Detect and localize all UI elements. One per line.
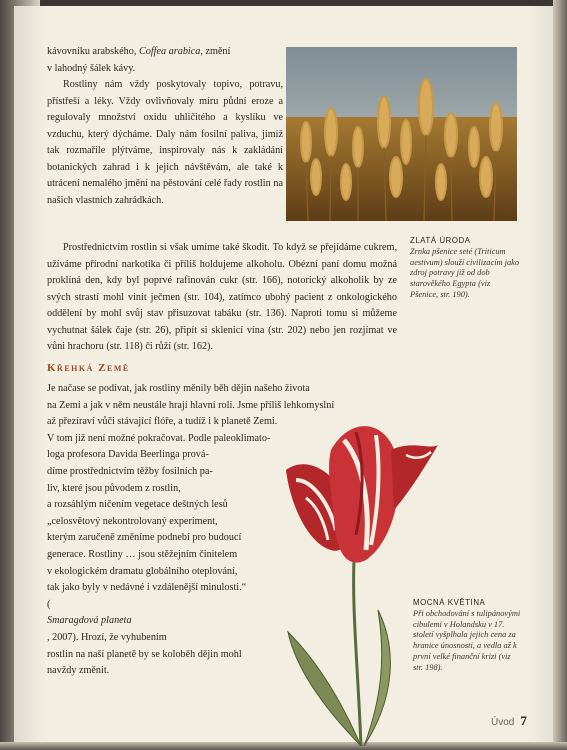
section-line-8: a rozsáhlým ničením vegetace deštných lesů	[47, 499, 228, 511]
section-line-7: liv, které jsou původem z rostlin,	[47, 482, 181, 494]
page-number: 7	[520, 713, 527, 728]
footer-section-label: Úvod	[491, 717, 515, 728]
tulip-illustration	[266, 410, 446, 746]
section-line-5: loga profesora Davida Beerlinga prová-	[47, 449, 209, 461]
section-line-9: „celosvětový nekontrolovaný experiment,	[47, 515, 218, 527]
section-line-6: díme prostřednictvím těžby fosilních pa-	[47, 465, 213, 477]
caption-tulip-title: MOCNÁ KVĚTINA	[413, 598, 486, 607]
section-line-4: V tom již není možné pokračovat. Podle paleoklimato-	[47, 432, 271, 444]
opening-line-2: v lahodný šálek kávy.	[47, 62, 136, 74]
section-line-last-2: navždy změnit.	[47, 665, 110, 677]
section-heading: Křehká Země	[47, 362, 130, 374]
caption-wheat-title: ZLATÁ ÚRODA	[410, 236, 471, 245]
section-line-1: Je načase se podívat, jak rostliny měnily běh dějin našeho života	[47, 383, 310, 394]
opening-line: kávovníku arabského, Coffea arabica, změní	[47, 46, 231, 57]
section-line-13: tak jako byly v nedávné i vzdálenější minulosti.“	[47, 582, 247, 594]
caption-wheat	[410, 236, 520, 301]
section-line-last-1: rostlin na naší planetě by se koloběh dějin mohl	[47, 648, 242, 660]
paragraph-harm: Prostřednictvím rostlin si však umíme také škodit. To když se přejídáme cukrem, užíváme přírodní narkotika či příliš holdujeme alkoholu. Obézní paní domu možná proklíná den, kdy byl poprvé rafinován cukr (str. 166), notorický alkoholik by ze svých strastí mohl vinit ječmen (str. 104), zatímco ubohý pacient z onkologického oddělení by mohl svůj stav přisuzovat tabáku (str. 136). Naproti tomu si můžeme vychutnat šálek čaje (str. 26), připít si sklenicí vína (str. 202) nebo jen rozjímat ve vůni hrachoru (str. 118) či růží (str. 162).	[47, 242, 397, 352]
middle-paragraph-block	[47, 240, 397, 356]
page-edge	[553, 0, 567, 750]
caption-tulip-text: Při obchodování s tulipánovými cibulemi v Holandsku v 17. století vyšplhala jejich cena za hranice únosnosti, a vedla až k první velké finanční krizi (viz str. 198).	[413, 608, 521, 672]
page-footer	[491, 713, 527, 729]
tulip-icon	[266, 410, 446, 746]
top-paragraphs	[47, 44, 283, 209]
section-line-12: v ekologickém dramatu globálního oteplování,	[47, 565, 238, 577]
wheat-field-image	[286, 47, 517, 221]
wheat-photo	[286, 47, 517, 221]
caption-tulip	[413, 598, 521, 674]
section-citation-line: ( Smaragdová planeta , 2007). Hrozí, že vyhubením	[47, 598, 167, 643]
section-line-2: na Zemi a jak v něm neustále hrají hlavní roli. Jsme příliš lehkomyslní	[47, 399, 335, 411]
section-line-10: kterým zaručeně změníme podnebí pro budoucí	[47, 532, 242, 544]
caption-wheat-text: Zrnka pšenice seté (Triticum aestivum) slouží civilizacím jako zdroj potravy již od dob starověkého Egypta (viz Pšenice, str. 190).	[410, 246, 520, 299]
paragraph-plants: Rostliny nám vždy poskytovaly topivo, potravu, přístřeší a léky. Vždy ovlivňovaly míru půdní eroze a regulovaly množství oxidu uhličitého a kyslíku ve vzduchu, který dýcháme. Daly nám fosilní paliva, jimiž tak rozmařile plýtváme, inspirovaly nás k zakládání botanických zahrad i k jejich návštěvám, ale také k utrácení nemalého jmění na pěstování celé řady rostlin na našich vlastních zahrádkách.	[47, 79, 283, 206]
section-line-3: až přezíraví vůči stávající flóře, a tudíž i k planetě Zemi.	[47, 416, 278, 428]
section-line-11: generace. Rostliny … jsou stěžejním činitelem	[47, 548, 238, 560]
